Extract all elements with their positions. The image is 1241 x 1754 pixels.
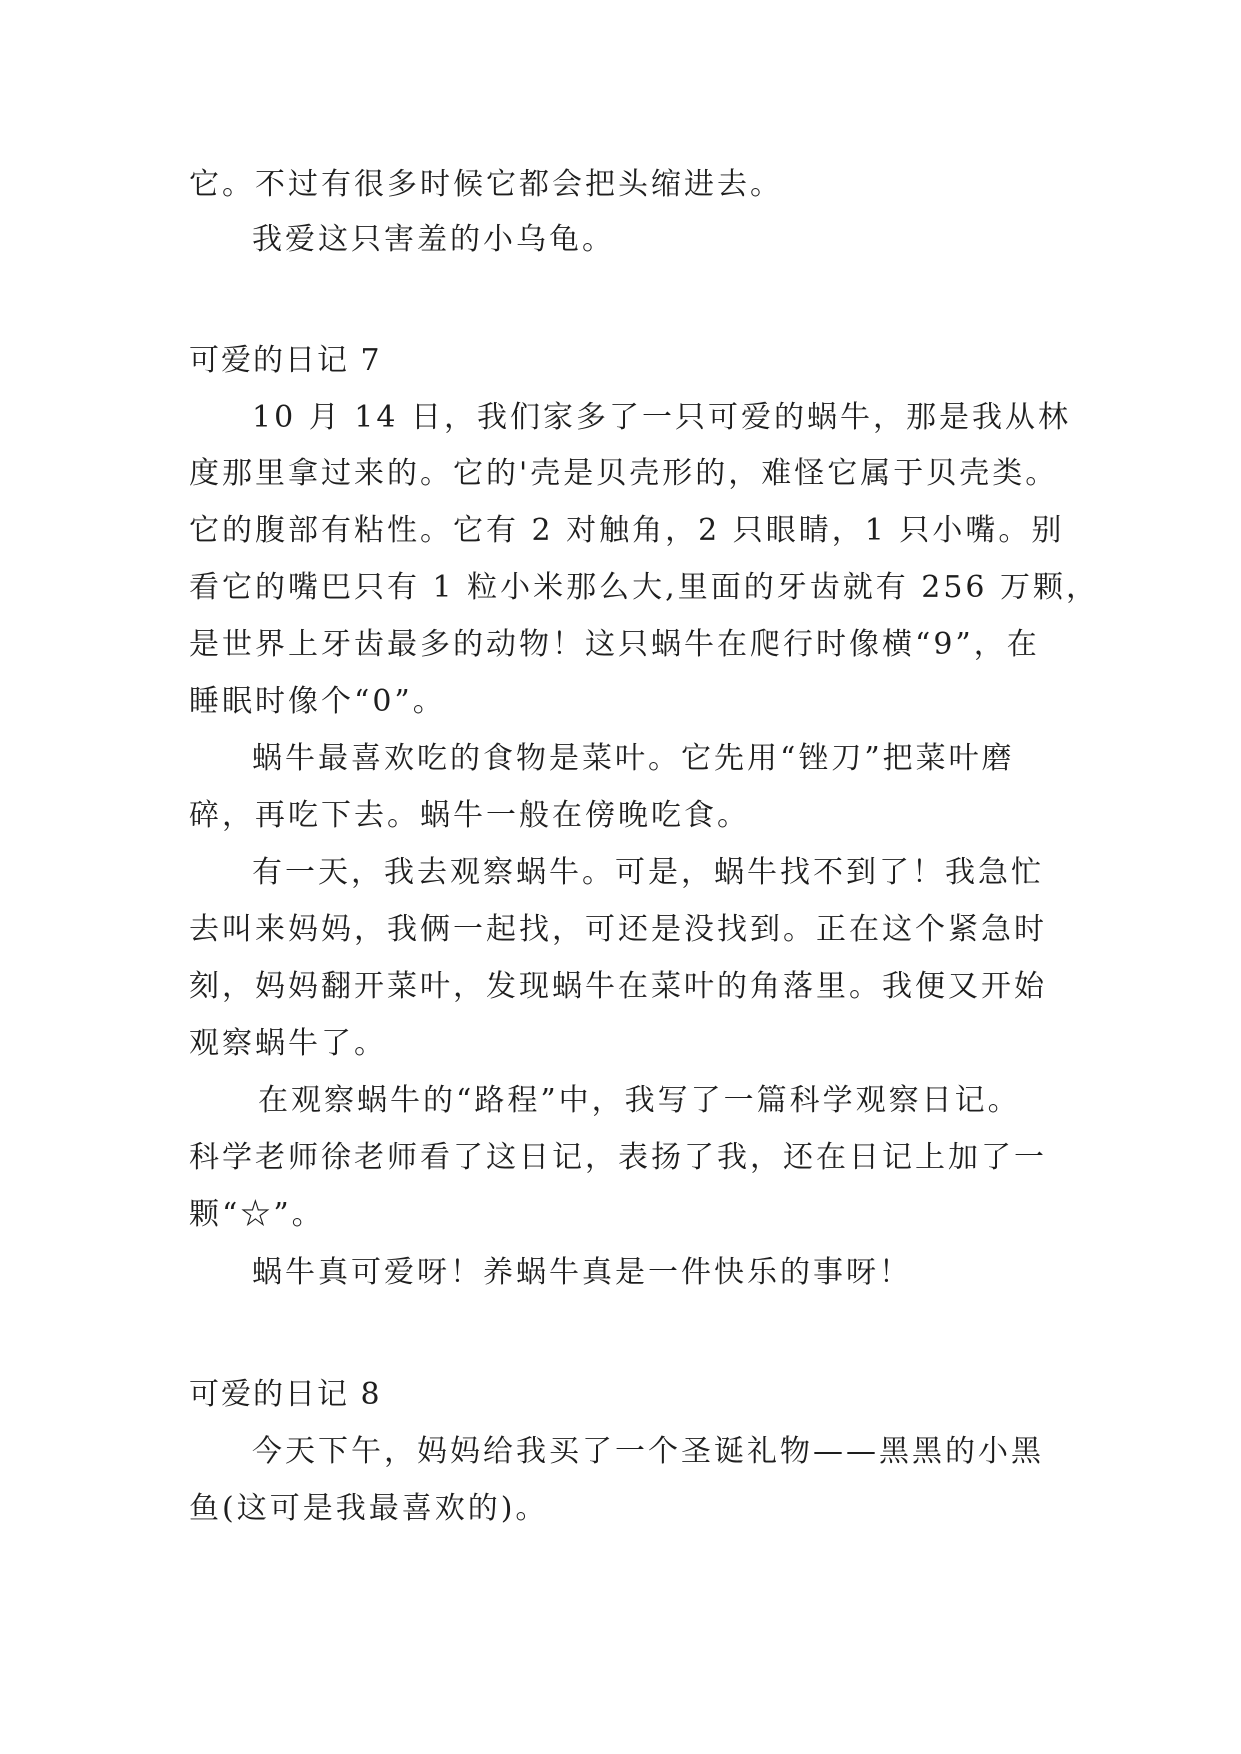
paragraph-line: 刻，妈妈翻开菜叶，发现蜗牛在菜叶的角落里。我便又开始 xyxy=(189,969,1047,1004)
paragraph-line: 今天下午，妈妈给我买了一个圣诞礼物——黑黑的小黑 xyxy=(252,1434,1044,1469)
paragraph-line: 10 月 14 日，我们家多了一只可爱的蜗牛，那是我从林 xyxy=(252,400,1071,435)
paragraph-line: 碎，再吃下去。蜗牛一般在傍晚吃食。 xyxy=(189,798,750,833)
paragraph-line: 睡眠时像个“0”。 xyxy=(189,684,446,719)
paragraph-line: 观察蜗牛了。 xyxy=(189,1026,387,1061)
paragraph-line: 鱼(这可是我最喜欢的)。 xyxy=(189,1491,549,1526)
paragraph-line: 有一天，我去观察蜗牛。可是，蜗牛找不到了！我急忙 xyxy=(252,855,1044,890)
paragraph-line: 在观察蜗牛的“路程”中，我写了一篇科学观察日记。 xyxy=(258,1083,1021,1118)
paragraph-line: 蜗牛最喜欢吃的食物是菜叶。它先用“锉刀”把菜叶磨 xyxy=(252,741,1015,776)
paragraph-line: 科学老师徐老师看了这日记，表扬了我，还在日记上加了一 xyxy=(189,1140,1047,1175)
paragraph-line: 蜗牛真可爱呀！养蜗牛真是一件快乐的事呀！ xyxy=(252,1255,912,1290)
paragraph-line: 它。不过有很多时候它都会把头缩进去。 xyxy=(189,167,783,202)
paragraph-line: 是世界上牙齿最多的动物！这只蜗牛在爬行时像横“9”，在 xyxy=(189,627,1040,662)
paragraph-line: 去叫来妈妈，我俩一起找，可还是没找到。正在这个紧急时 xyxy=(189,912,1047,947)
paragraph-line: 颗“☆”。 xyxy=(189,1197,325,1232)
paragraph-line: 它的腹部有粘性。它有 2 对触角，2 只眼睛，1 只小嘴。别 xyxy=(189,513,1065,548)
paragraph-line: 度那里拿过来的。它的'壳是贝壳形的，难怪它属于贝壳类。 xyxy=(189,456,1059,491)
paragraph-line: 我爱这只害羞的小乌龟。 xyxy=(252,222,615,257)
paragraph-line: 看它的嘴巴只有 1 粒小米那么大,里面的牙齿就有 256 万颗， xyxy=(189,570,1100,605)
section-heading: 可爱的日记 8 xyxy=(189,1377,382,1412)
section-heading: 可爱的日记 7 xyxy=(189,343,382,378)
